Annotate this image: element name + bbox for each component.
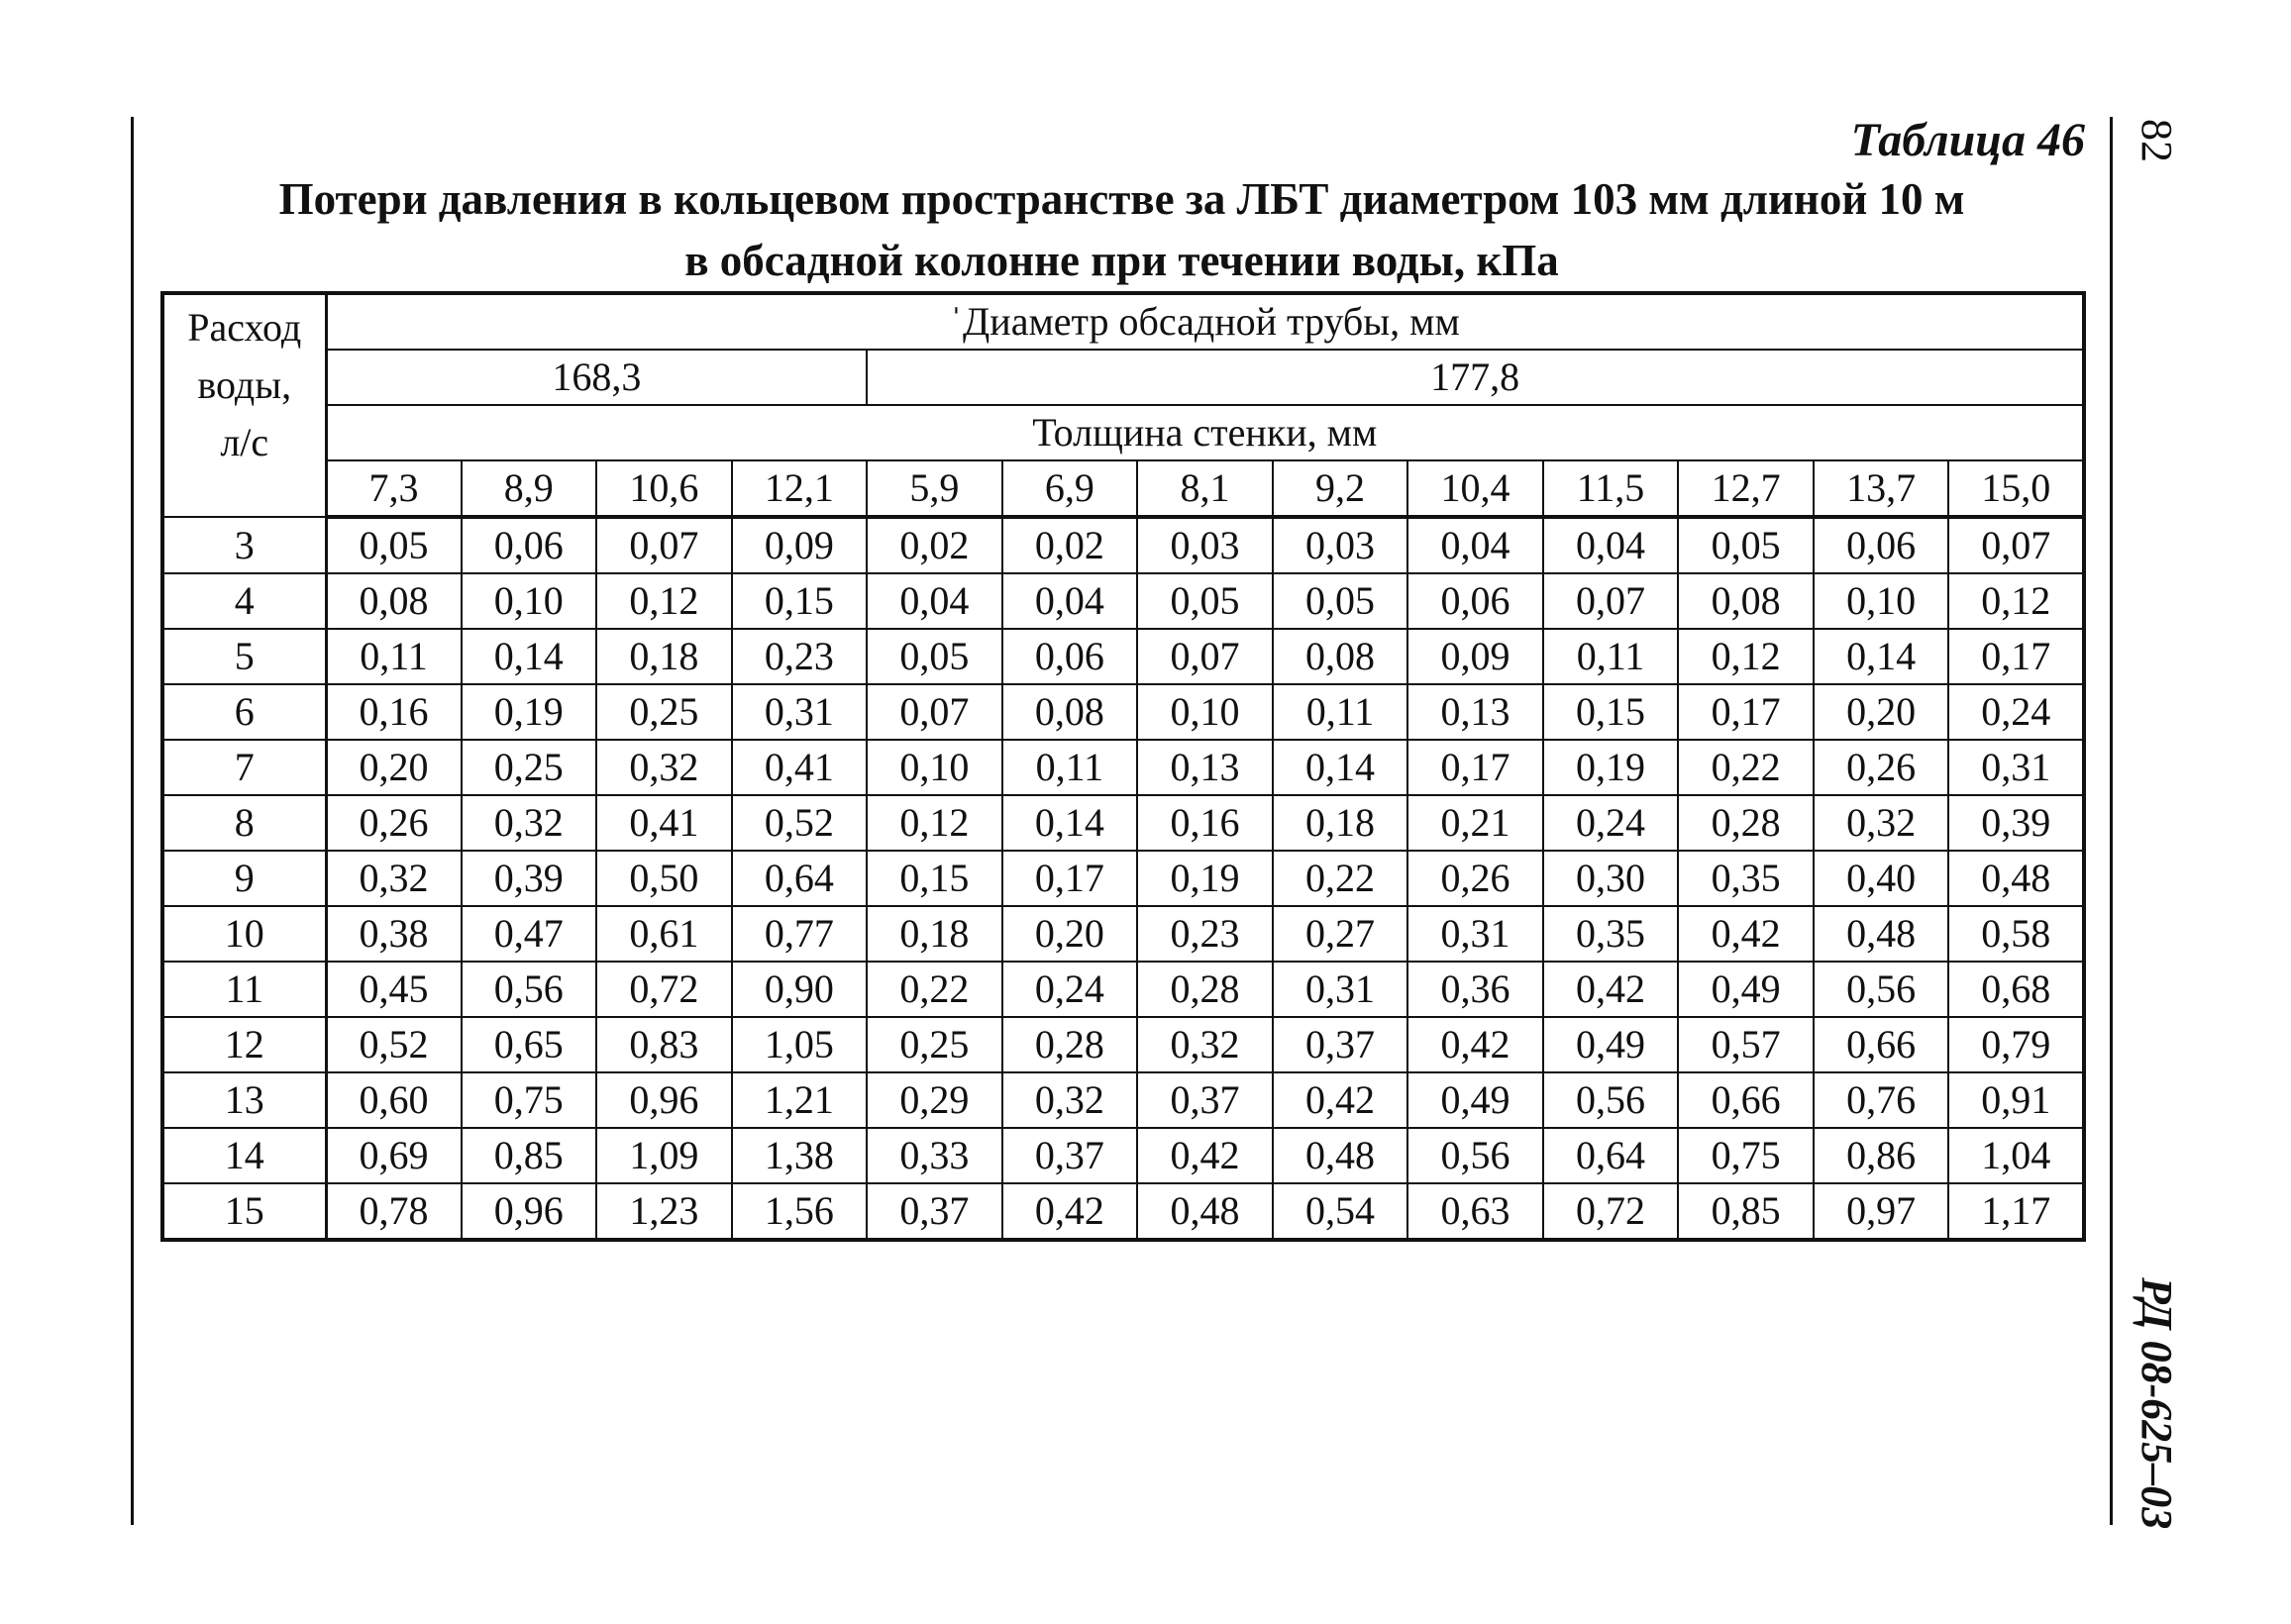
table-caption: Таблица 46 [1850,114,2085,166]
value-cell: 1,04 [1948,1128,2084,1183]
value-cell: 0,11 [1002,740,1138,795]
flow-header-line3: л/с [220,420,269,464]
value-cell: 0,37 [1273,1017,1408,1072]
value-cell: 0,64 [1543,1128,1679,1183]
value-cell: 1,09 [596,1128,732,1183]
value-cell: 0,96 [596,1072,732,1128]
value-cell: 0,04 [867,573,1002,629]
value-cell: 0,28 [1137,962,1273,1017]
flow-cell: 3 [162,517,326,573]
value-cell: 0,16 [1137,795,1273,851]
value-cell: 0,03 [1273,517,1408,573]
value-cell: 0,96 [462,1183,597,1240]
table-row [162,906,2084,962]
value-cell: 0,35 [1678,851,1814,906]
value-cell: 0,06 [1002,629,1138,684]
value-cell: 0,08 [1273,629,1408,684]
value-cell: 0,09 [1407,629,1543,684]
value-cell: 0,42 [1273,1072,1408,1128]
value-cell: 0,35 [1543,906,1679,962]
flow-cell: 7 [162,740,326,795]
value-cell: 1,21 [732,1072,868,1128]
table-title-line2: в обсадной колонне при течении воды, кПа [684,236,1559,285]
thickness-header-cell: 11,5 [1543,460,1679,517]
value-cell: 0,17 [1002,851,1138,906]
wall-thickness-header: Толщина стенки, мм [326,405,2084,460]
value-cell: 0,22 [867,962,1002,1017]
table-row [162,795,2084,851]
right-margin-rule [2110,117,2113,1525]
value-cell: 0,32 [1002,1072,1138,1128]
value-cell: 0,06 [462,517,597,573]
value-cell: 0,83 [596,1017,732,1072]
value-cell: 0,16 [326,684,462,740]
value-cell: 0,04 [1002,573,1138,629]
value-cell: 0,07 [1948,517,2084,573]
value-cell: 0,40 [1814,851,1949,906]
value-cell: 0,06 [1407,573,1543,629]
value-cell: 0,42 [1137,1128,1273,1183]
value-cell: 0,33 [867,1128,1002,1183]
value-cell: 0,08 [1002,684,1138,740]
table-row [162,629,2084,684]
table-row [162,1072,2084,1128]
value-cell: 0,05 [1137,573,1273,629]
table-row [162,573,2084,629]
value-cell: 0,66 [1814,1017,1949,1072]
value-cell: 0,13 [1137,740,1273,795]
value-cell: 0,07 [1137,629,1273,684]
value-cell: 0,07 [596,517,732,573]
table-row [162,962,2084,1017]
value-cell: 0,41 [732,740,868,795]
flow-header [162,293,326,517]
thickness-header-cell: 5,9 [867,460,1002,517]
value-cell: 0,32 [462,795,597,851]
value-cell: 0,07 [867,684,1002,740]
value-cell: 0,26 [326,795,462,851]
value-cell: 0,24 [1002,962,1138,1017]
value-cell: 0,19 [462,684,597,740]
value-cell: 0,10 [1137,684,1273,740]
thickness-header-cell: 8,9 [462,460,597,517]
value-cell: 0,20 [1814,684,1949,740]
value-cell: 0,12 [867,795,1002,851]
flow-cell: 15 [162,1183,326,1240]
value-cell: 0,05 [326,517,462,573]
value-cell: 0,10 [867,740,1002,795]
value-cell: 0,42 [1678,906,1814,962]
thickness-header-cell: 9,2 [1273,460,1408,517]
value-cell: 0,23 [732,629,868,684]
value-cell: 0,17 [1948,629,2084,684]
thickness-row [162,460,2084,517]
value-cell: 0,61 [596,906,732,962]
value-cell: 0,48 [1273,1128,1408,1183]
table-title [158,168,2085,291]
thickness-header-cell: 15,0 [1948,460,2084,517]
table-row [162,684,2084,740]
value-cell: 0,69 [326,1128,462,1183]
value-cell: 0,47 [462,906,597,962]
table-row [162,1017,2084,1072]
value-cell: 0,66 [1678,1072,1814,1128]
value-cell: 0,42 [1543,962,1679,1017]
value-cell: 0,30 [1543,851,1679,906]
value-cell: 0,48 [1948,851,2084,906]
value-cell: 0,52 [326,1017,462,1072]
value-cell: 0,24 [1543,795,1679,851]
value-cell: 0,25 [867,1017,1002,1072]
value-cell: 0,31 [1273,962,1408,1017]
diameter-168-header: 168,3 [326,350,867,405]
value-cell: 0,04 [1407,517,1543,573]
value-cell: 0,90 [732,962,868,1017]
flow-cell: 6 [162,684,326,740]
value-cell: 0,28 [1678,795,1814,851]
value-cell: 0,22 [1273,851,1408,906]
value-cell: 0,49 [1543,1017,1679,1072]
value-cell: 0,02 [867,517,1002,573]
value-cell: 0,31 [1948,740,2084,795]
value-cell: 0,26 [1407,851,1543,906]
value-cell: 0,60 [326,1072,462,1128]
value-cell: 0,32 [1814,795,1949,851]
value-cell: 0,54 [1273,1183,1408,1240]
value-cell: 0,48 [1814,906,1949,962]
value-cell: 0,06 [1814,517,1949,573]
value-cell: 0,45 [326,962,462,1017]
value-cell: 0,41 [596,795,732,851]
page-number: 82 [2133,119,2181,162]
value-cell: 0,11 [1543,629,1679,684]
value-cell: 0,20 [1002,906,1138,962]
value-cell: 0,72 [1543,1183,1679,1240]
table-title-line1: Потери давления в кольцевом пространстве за ЛБТ диаметром 103 мм длиной 10 м [278,174,1965,224]
value-cell: 0,42 [1407,1017,1543,1072]
value-cell: 0,56 [1814,962,1949,1017]
value-cell: 0,10 [1814,573,1949,629]
value-cell: 1,56 [732,1183,868,1240]
value-cell: 0,14 [1814,629,1949,684]
thickness-header-cell: 13,7 [1814,460,1949,517]
table-row [162,740,2084,795]
value-cell: 0,11 [326,629,462,684]
value-cell: 0,19 [1137,851,1273,906]
value-cell: 0,15 [732,573,868,629]
flow-cell: 12 [162,1017,326,1072]
value-cell: 0,07 [1543,573,1679,629]
value-cell: 0,17 [1678,684,1814,740]
thickness-header-cell: 12,7 [1678,460,1814,517]
value-cell: 0,56 [462,962,597,1017]
pressure-loss-table [160,291,2086,1242]
value-cell: 1,05 [732,1017,868,1072]
value-cell: 0,19 [1543,740,1679,795]
value-cell: 0,79 [1948,1017,2084,1072]
value-cell: 0,20 [326,740,462,795]
value-cell: 1,23 [596,1183,732,1240]
value-cell: 0,75 [1678,1128,1814,1183]
value-cell: 0,02 [1002,517,1138,573]
value-cell: 0,37 [1137,1072,1273,1128]
table-row [162,851,2084,906]
value-cell: 0,56 [1407,1128,1543,1183]
flow-header-line2: воды, [197,362,292,407]
value-cell: 0,15 [1543,684,1679,740]
value-cell: 0,75 [462,1072,597,1128]
value-cell: 0,26 [1814,740,1949,795]
value-cell: 0,14 [1002,795,1138,851]
value-cell: 0,63 [1407,1183,1543,1240]
flow-cell: 8 [162,795,326,851]
value-cell: 0,78 [326,1183,462,1240]
value-cell: 0,32 [1137,1017,1273,1072]
thickness-header-cell: 10,6 [596,460,732,517]
value-cell: 0,91 [1948,1072,2084,1128]
value-cell: 0,27 [1273,906,1408,962]
value-cell: 0,42 [1002,1183,1138,1240]
value-cell: 0,49 [1678,962,1814,1017]
value-cell: 0,12 [1948,573,2084,629]
value-cell: 0,85 [462,1128,597,1183]
value-cell: 0,56 [1543,1072,1679,1128]
value-cell: 0,37 [867,1183,1002,1240]
value-cell: 0,32 [596,740,732,795]
value-cell: 0,65 [462,1017,597,1072]
diameter-177-header: 177,8 [867,350,2084,405]
value-cell: 0,10 [462,573,597,629]
table-row [162,517,2084,573]
value-cell: 0,08 [326,573,462,629]
thickness-header-cell: 8,1 [1137,460,1273,517]
thickness-header-cell: 6,9 [1002,460,1138,517]
flow-cell: 13 [162,1072,326,1128]
value-cell: 0,11 [1273,684,1408,740]
value-cell: 0,49 [1407,1072,1543,1128]
value-cell: 0,48 [1137,1183,1273,1240]
table-row [162,1183,2084,1240]
value-cell: 0,38 [326,906,462,962]
value-cell: 0,57 [1678,1017,1814,1072]
value-cell: 0,25 [462,740,597,795]
value-cell: 0,72 [596,962,732,1017]
value-cell: 1,38 [732,1128,868,1183]
value-cell: 0,68 [1948,962,2084,1017]
thickness-header-cell: 7,3 [326,460,462,517]
value-cell: 0,05 [1678,517,1814,573]
value-cell: 0,17 [1407,740,1543,795]
value-cell: 0,18 [867,906,1002,962]
table-row [162,1128,2084,1183]
flow-cell: 10 [162,906,326,962]
value-cell: 0,21 [1407,795,1543,851]
value-cell: 0,12 [1678,629,1814,684]
value-cell: 0,28 [1002,1017,1138,1072]
value-cell: 0,31 [732,684,868,740]
value-cell: 0,08 [1678,573,1814,629]
value-cell: 0,25 [596,684,732,740]
left-margin-rule [131,117,134,1525]
value-cell: 0,77 [732,906,868,962]
value-cell: 0,85 [1678,1183,1814,1240]
diameter-header: ˈДиаметр обсадной трубы, мм [326,293,2084,350]
value-cell: 0,24 [1948,684,2084,740]
value-cell: 0,23 [1137,906,1273,962]
value-cell: 1,17 [1948,1183,2084,1240]
value-cell: 0,22 [1678,740,1814,795]
flow-cell: 11 [162,962,326,1017]
value-cell: 0,29 [867,1072,1002,1128]
value-cell: 0,04 [1543,517,1679,573]
value-cell: 0,18 [1273,795,1408,851]
value-cell: 0,09 [732,517,868,573]
value-cell: 0,97 [1814,1183,1949,1240]
value-cell: 0,52 [732,795,868,851]
value-cell: 0,31 [1407,906,1543,962]
thickness-header-cell: 10,4 [1407,460,1543,517]
value-cell: 0,12 [596,573,732,629]
value-cell: 0,64 [732,851,868,906]
flow-header-line1: Расход [187,305,302,350]
value-cell: 0,58 [1948,906,2084,962]
value-cell: 0,14 [462,629,597,684]
value-cell: 0,37 [1002,1128,1138,1183]
value-cell: 0,13 [1407,684,1543,740]
value-cell: 0,05 [1273,573,1408,629]
value-cell: 0,36 [1407,962,1543,1017]
thickness-header-cell: 12,1 [732,460,868,517]
value-cell: 0,76 [1814,1072,1949,1128]
flow-cell: 14 [162,1128,326,1183]
value-cell: 0,86 [1814,1128,1949,1183]
value-cell: 0,39 [462,851,597,906]
value-cell: 0,32 [326,851,462,906]
flow-cell: 5 [162,629,326,684]
value-cell: 0,15 [867,851,1002,906]
value-cell: 0,05 [867,629,1002,684]
flow-cell: 9 [162,851,326,906]
value-cell: 0,14 [1273,740,1408,795]
document-code: РД 08-625–03 [2133,1277,2181,1530]
value-cell: 0,39 [1948,795,2084,851]
value-cell: 0,18 [596,629,732,684]
value-cell: 0,03 [1137,517,1273,573]
flow-cell: 4 [162,573,326,629]
value-cell: 0,50 [596,851,732,906]
